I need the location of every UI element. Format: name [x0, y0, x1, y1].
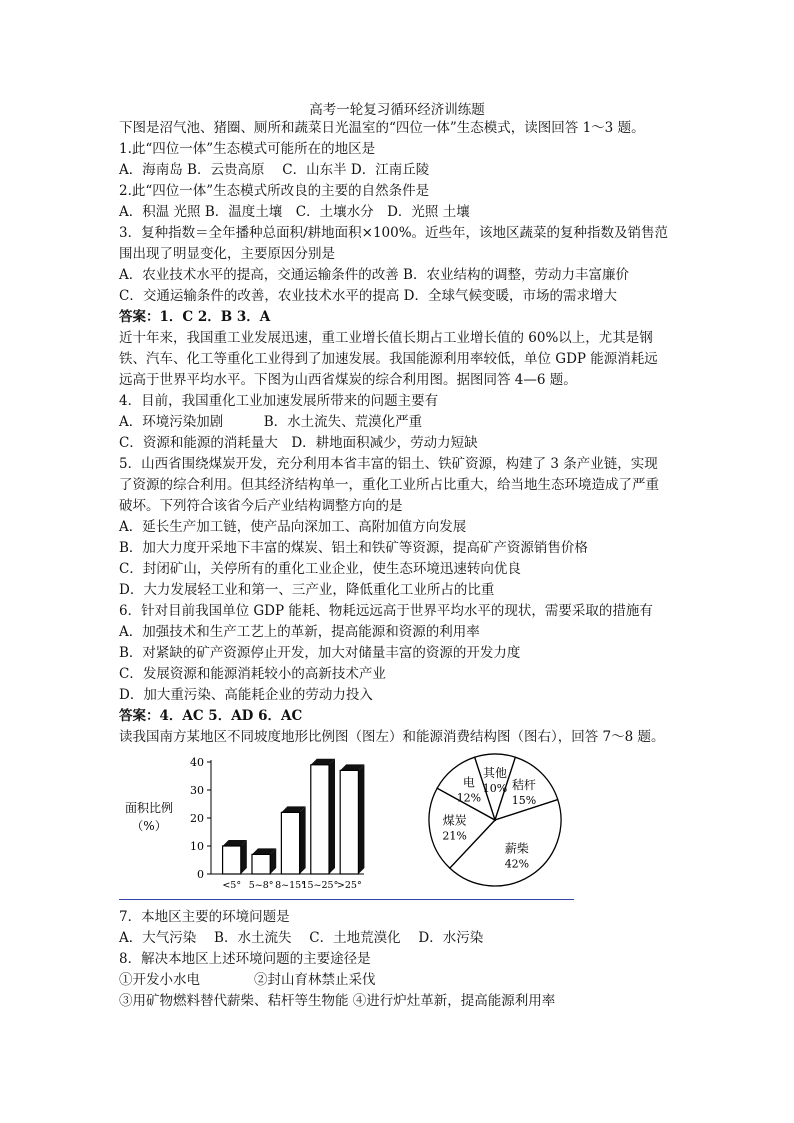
question-5-option-d: D．大力发展轻工业和第一、三产业，降低重化工业所占的比重 [119, 582, 495, 598]
pie-slice-label: 其他 [482, 766, 508, 781]
question-5-option-b: B．加大力度开采地下丰富的煤炭、铝土和铁矿等资源，提高矿产资源销售价格 [119, 540, 588, 556]
bar-chart-ytick-label: 10 [190, 840, 204, 853]
bar-front [252, 854, 270, 874]
figure-intro: 读我国南方某地区不同坡度地形比例图（图左）和能源消费结构图（图右），回答 7～8 题。 [119, 729, 665, 745]
bar-chart-ylabel-unit: （%） [131, 819, 167, 833]
pie-slice-label: 煤炭 [442, 813, 467, 828]
section-2-intro-line-2: 铁、汽车、化工等重化工业得到了加速发展。我国能源利用率较低，单位 GDP 能源消耗远 [119, 351, 658, 367]
question-3-options-ab: A．农业技术水平的提高，交通运输条件的改善 B．农业结构的调整，劳动力丰富廉价 [119, 267, 629, 283]
pie-slice-percent: 15% [511, 794, 537, 808]
question-5-option-a: A．延长生产加工链，使产品向深加工、高附加值方向发展 [119, 519, 467, 535]
question-6-option-d: D．加大重污染、高能耗企业的劳动力投入 [119, 687, 373, 703]
section-1-intro: 下图是沼气池、猪圈、厕所和蔬菜日光温室的“四位一体”生态模式，读图回答 1～3 题。 [119, 120, 645, 136]
bar [311, 759, 335, 874]
question-4-options-cd: C．资源和能源的消耗量大 D．耕地面积减少，劳动力短缺 [119, 435, 478, 451]
question-7: 7．本地区主要的环境问题是 [119, 909, 290, 925]
bar-front [281, 812, 299, 874]
pie-slice-label: 秸杆 [511, 778, 536, 793]
bar-chart-category-label: 5~8° [248, 880, 274, 891]
pie-slice-percent: 21% [442, 829, 467, 843]
question-4-options-ab: A．环境污染加剧 B．水土流失、荒漠化严重 [119, 414, 423, 430]
bar [340, 764, 364, 874]
question-5-line-2: 了资源的综合利用。但其经济结构单一，重化工业所占比重大，给当地生态环境造成了严重 [119, 477, 659, 493]
question-6: 6．针对目前我国单位 GDP 能耗、物耗远远高于世界平均水平的现状，需要采取的措施有 [119, 603, 653, 619]
bar [281, 806, 305, 874]
page-title: 高考一轮复习循环经济训练题 [309, 102, 485, 118]
question-7-options: A．大气污染 B．水土流失 C．土地荒漠化 D．水污染 [119, 930, 484, 946]
bar-chart-category-label: >25° [336, 880, 362, 891]
figure-row [119, 750, 579, 905]
bar-chart-ylabel: 面积比例 [124, 801, 174, 815]
question-6-option-b: B．对紧缺的矿产资源停止开发，加大对储量丰富的资源的开发力度 [119, 645, 521, 661]
question-5-line-3: 破坏。下列符合该省今后产业结构调整方向的是 [119, 498, 403, 514]
section-1 [119, 118, 679, 748]
bar-chart-ytick-label: 0 [197, 868, 204, 881]
answer-4-6: 答案：4．AC 5．AD 6．AC [119, 708, 303, 724]
question-3-options-cd: C．交通运输条件的改善，农业技术水平的提高 D．全球气候变暖，市场的需求增大 [119, 288, 617, 304]
question-2: 2.此“四位一体”生态模式所改良的主要的自然条件是 [119, 183, 430, 199]
bar-chart-ytick-label: 40 [190, 756, 204, 769]
figure-divider [119, 899, 574, 900]
question-2-options: A．积温 光照 B．温度土壤 C．土壤水分 D．光照 土壤 [119, 204, 470, 220]
energy-consumption-pie-chart [419, 750, 579, 900]
question-4: 4．目前，我国重化工业加速发展所带来的问题主要有 [119, 393, 439, 409]
pie-slice-percent: 10% [482, 782, 508, 796]
section-3 [119, 907, 679, 1012]
pie-slice-label: 电 [462, 775, 475, 790]
question-1-options: A．海南岛 B．云贵高原 C．山东半 D．江南丘陵 [119, 162, 430, 178]
answer-1-3: 答案：1．C 2．B 3．A [119, 309, 271, 325]
section-2-intro-line-3: 远高于世界平均水平。下图为山西省煤炭的综合利用图。据图同答 4—6 题。 [119, 372, 577, 388]
question-8-options-12: ①开发小水电 ②封山育林禁止采伐 [119, 972, 376, 988]
bar-front [223, 846, 241, 874]
bar-side [329, 759, 335, 874]
slope-area-bar-chart [119, 750, 369, 900]
bar-chart-ytick-label: 20 [190, 812, 204, 825]
bar-chart-category-label: <5° [222, 880, 242, 891]
question-1: 1.此“四位一体”生态模式可能所在的地区是 [119, 141, 376, 157]
pie-slice-label: 薪柴 [504, 841, 529, 856]
section-2-intro-line-1: 近十年来，我国重工业发展迅速，重工业增长值长期占工业增长值的 60%以上，尤其是钢 [119, 330, 653, 346]
question-3-line-2: 围出现了明显变化，主要原因分别是 [119, 246, 335, 262]
bar-front [340, 770, 358, 874]
bar-chart-category-label: 15~25° [301, 880, 339, 891]
question-8: 8．解决本地区上述环境问题的主要途径是 [119, 951, 371, 967]
question-6-option-c: C．发展资源和能源消耗较小的高新技术产业 [119, 666, 386, 682]
pie-slice-percent: 12% [456, 791, 482, 805]
bar [223, 840, 247, 874]
question-8-options-34: ③用矿物燃料替代薪柴、秸杆等生物能 ④进行炉灶革新，提高能源利用率 [119, 993, 556, 1009]
question-6-option-a: A．加强技术和生产工艺上的革新，提高能源和资源的利用率 [119, 624, 480, 640]
bar-side [358, 764, 364, 874]
question-5-line-1: 5．山西省围绕煤炭开发，充分利用本省丰富的铝土、铁矿资源，构建了 3 条产业链，实现 [119, 456, 658, 472]
bar-chart-category-label: 8~15° [275, 880, 306, 891]
question-5-option-c: C．封闭矿山，关停所有的重化工业企业，使生态环境迅速转向优良 [119, 561, 521, 577]
pie-slice-percent: 42% [504, 857, 530, 871]
bar-front [311, 765, 329, 874]
question-3-line-1: 3．复种指数＝全年播种总面积/耕地面积×100%。近些年，该地区蔬菜的复种指数及销售范 [119, 225, 669, 241]
bar [252, 848, 276, 874]
bar-side [300, 806, 306, 874]
bar-chart-ytick-label: 30 [190, 784, 204, 797]
